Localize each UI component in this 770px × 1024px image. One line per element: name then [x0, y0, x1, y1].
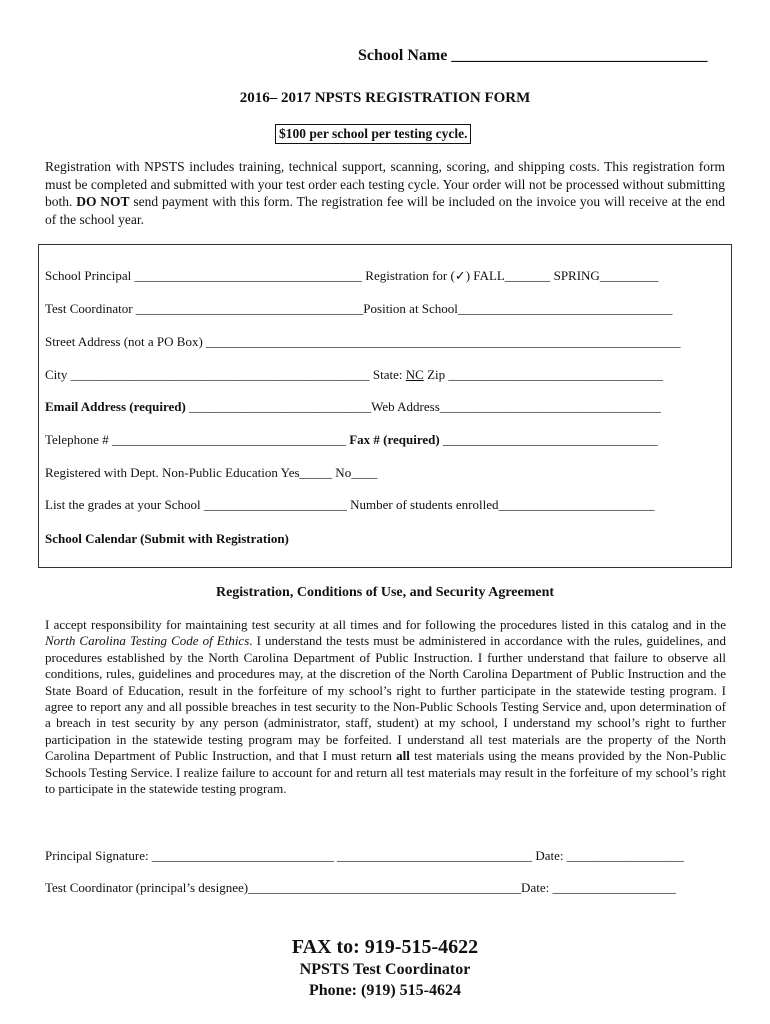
school-name-field: School Name ________________________________ [358, 47, 708, 64]
grades-row: List the grades at your School ______________________ Number of students enrolled________________________ [45, 497, 655, 512]
intro-text-1: Registration with NPSTS includes training, technical support, scanning, scoring, and shipping costs. This registration form must be completed and submitted with your test order each testing cycle. Your order will not be processed without submitting both. [45, 159, 725, 210]
state-value: NC [405, 367, 424, 382]
agreement-title: Registration, Conditions of Use, and Security Agreement [215, 585, 555, 600]
fax-field: _________________________________ [439, 432, 658, 447]
agreement-text-3: test materials using the means provided by the Non-Public Schools Testing Service. I realize failure to account for and return all test materials may result in the forfeiture of my school’s right to participate in the statewide testing program. [45, 748, 726, 797]
all-emphasis: all [396, 748, 410, 764]
registered-row: Registered with Dept. Non-Public Education Yes_____ No____ [45, 465, 378, 480]
intro-paragraph [45, 158, 725, 228]
fax-label: Fax # (required) [349, 432, 440, 447]
fax-number: FAX to: 919-515-4622 [291, 936, 479, 958]
telephone-field: Telephone # ____________________________________ [45, 432, 350, 447]
code-of-ethics: North Carolina Testing Code of Ethics [45, 633, 250, 649]
coordinator-row: Test Coordinator ___________________________________Position at School_________________________________ [45, 301, 673, 316]
coordinator-signature-row: Test Coordinator (principal’s designee)__________________________________________Date: ___________________ [45, 880, 676, 895]
street-address-row: Street Address (not a PO Box) _________________________________________________________________________ [45, 334, 681, 349]
city-field: City ______________________________________________ State: [45, 367, 406, 382]
principal-row: School Principal ___________________________________ Registration for (✓) FALL_______ SPRING_________ [45, 268, 659, 283]
telephone-row [45, 432, 657, 448]
agreement-text-2: . I understand the tests must be administered in accordance with the rules, guidelines, and procedures established by the North Carolina Department of Public Instruction. I further understand that failure to observe all conditions, rules, guidelines and procedures may, at the discretion of the North Carolina Department of Public Instruction and the State Board of Education, result in the forfeiture of my school’s right to further participate in the statewide testing program. I agree to report any and all possible breaches in test security to the Non-Public Schools Testing Service and, upon determination of a breach in test security by any person (administrator, staff, student) at my school, I understand my school’s right to further participation in the statewide testing program may be forfeited. I understand all test materials are the property of the North Carolina Department of Public Instruction, and that I must return [45, 633, 726, 764]
principal-signature-row: Principal Signature: ____________________________ ______________________________ Date: __________________ [45, 848, 684, 863]
phone-number: Phone: (919) 515-4624 [309, 982, 461, 999]
school-calendar-row: School Calendar (Submit with Registration) [45, 531, 289, 546]
email-row [45, 399, 661, 415]
email-label: Email Address (required) [45, 399, 186, 414]
do-not-emphasis: DO NOT [76, 194, 130, 210]
email-web-fields: ____________________________Web Address__________________________________ [185, 399, 661, 414]
fee-notice: $100 per school per testing cycle. [275, 124, 471, 144]
city-row [45, 367, 663, 383]
zip-field: Zip _________________________________ [423, 367, 663, 382]
coordinator-title: NPSTS Test Coordinator [299, 961, 471, 978]
agreement-paragraph [45, 617, 726, 797]
form-title: 2016– 2017 NPSTS REGISTRATION FORM [239, 90, 531, 106]
intro-text-2: send payment with this form. The registration fee will be included on the invoice you will receive at the end of the school year. [45, 194, 725, 227]
agreement-text-1: I accept responsibility for maintaining test security at all times and for following the procedures listed in this catalog and in the [45, 617, 726, 632]
